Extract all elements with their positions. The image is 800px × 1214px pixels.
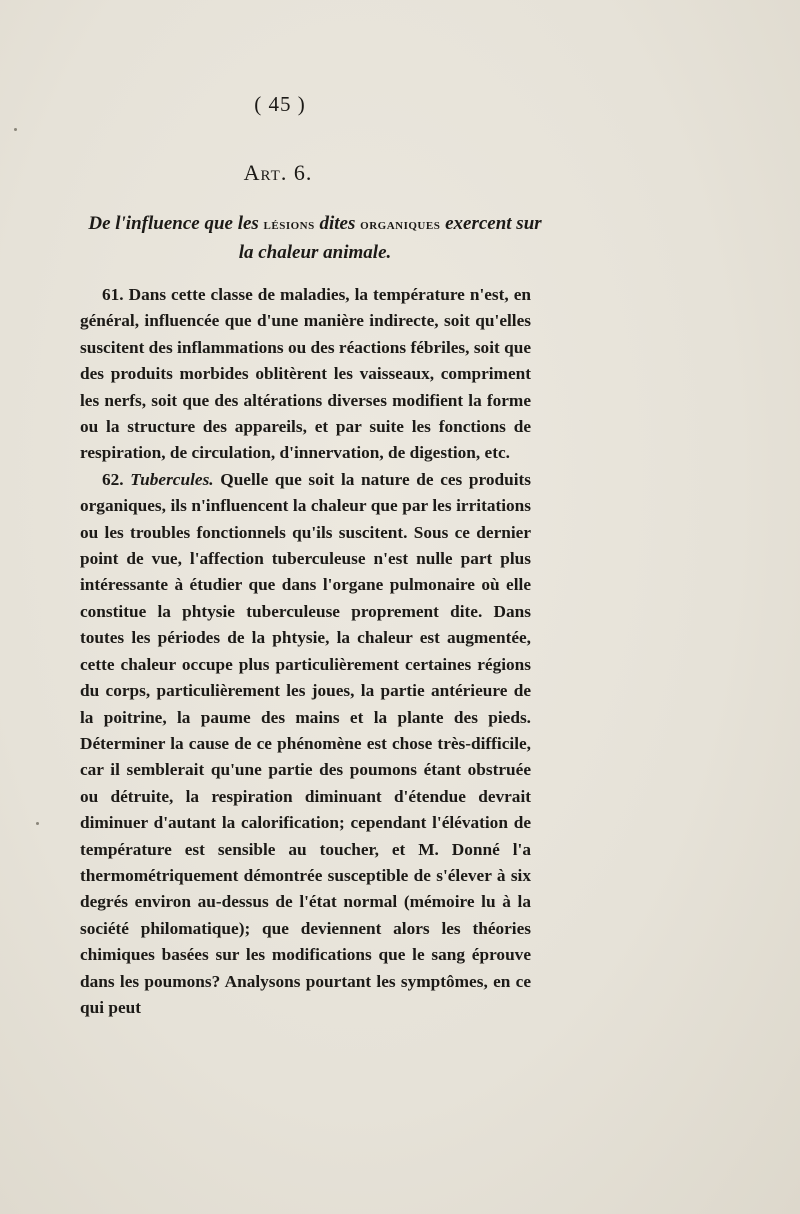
heading-smallcaps-1: lésions: [263, 217, 315, 233]
paragraph-text: Quelle que soit la nature de ces produits organiques, ils n'influencent la chaleur que par les irritations ou les troubles fonctionnels qu'ils suscitent. Sous ce dernier point de vue, l'affection tuberculeuse n'est nulle part plus intéressante à étudier que dans l'organe pulmonaire où elle constitue la phtysie tuberculeuse proprement dite. Dans toutes les périodes de la phtysie, la chaleur est augmentée, cette chaleur occupe plus particulièrement certaines régions du corps, particulièrement les joues, la partie antérieure de la poitrine, la paume des mains et la plante des pieds. Déterminer la cause de ce phénomène est chose très-difficile, car il semblerait qu'une partie des poumons étant obstruée ou détruite, la respiration diminuant d'étendue devrait diminuer d'autant la calorification; cependant l'élévation de température est sensible au toucher, et M. Donné l'a thermométriquement démontrée susceptible de s'élever à six degrés environ au-dessus de l'état normal (mémoire lu à la société philomatique); que deviennent alors les théories chimiques basées sur les modifications que le sang éprouve dans les poumons? Analysons pourtant les symptômes, en ce qui peut: [80, 469, 532, 1017]
page-number: ( 45 ): [254, 92, 306, 116]
paragraph-number: 62.: [102, 469, 124, 489]
paragraph-62: [80, 467, 531, 1022]
heading-part-3: exercent sur la chaleur animale.: [238, 213, 542, 263]
paragraph-number: 61.: [102, 285, 124, 304]
article-title: Art. 6.: [243, 160, 313, 185]
paragraph-text: Dans cette classe de maladies, la température n'est, en général, influencée que d'une manière indirecte, soit qu'elles suscitent des inflammations ou des réactions fébriles, soit que des produits morbides oblitèrent les vaisseaux, compriment les nerfs, soit que des altérations diverses modifient la forme ou la structure des appareils, et par suite les fonctions de respiration, de circulation, d'innervation, de digestion, etc.: [80, 285, 531, 463]
paragraph-lead: Tubercules.: [130, 469, 214, 489]
heading-part-1: De l'influence que les: [88, 213, 264, 234]
heading-smallcaps-2: organiques: [360, 217, 441, 233]
paper-speck: [36, 822, 39, 825]
body-text: [80, 282, 531, 1021]
paper-speck: [14, 128, 17, 131]
heading-part-2: dites: [314, 213, 361, 234]
section-heading: [80, 210, 550, 267]
paragraph-61: [80, 282, 531, 467]
